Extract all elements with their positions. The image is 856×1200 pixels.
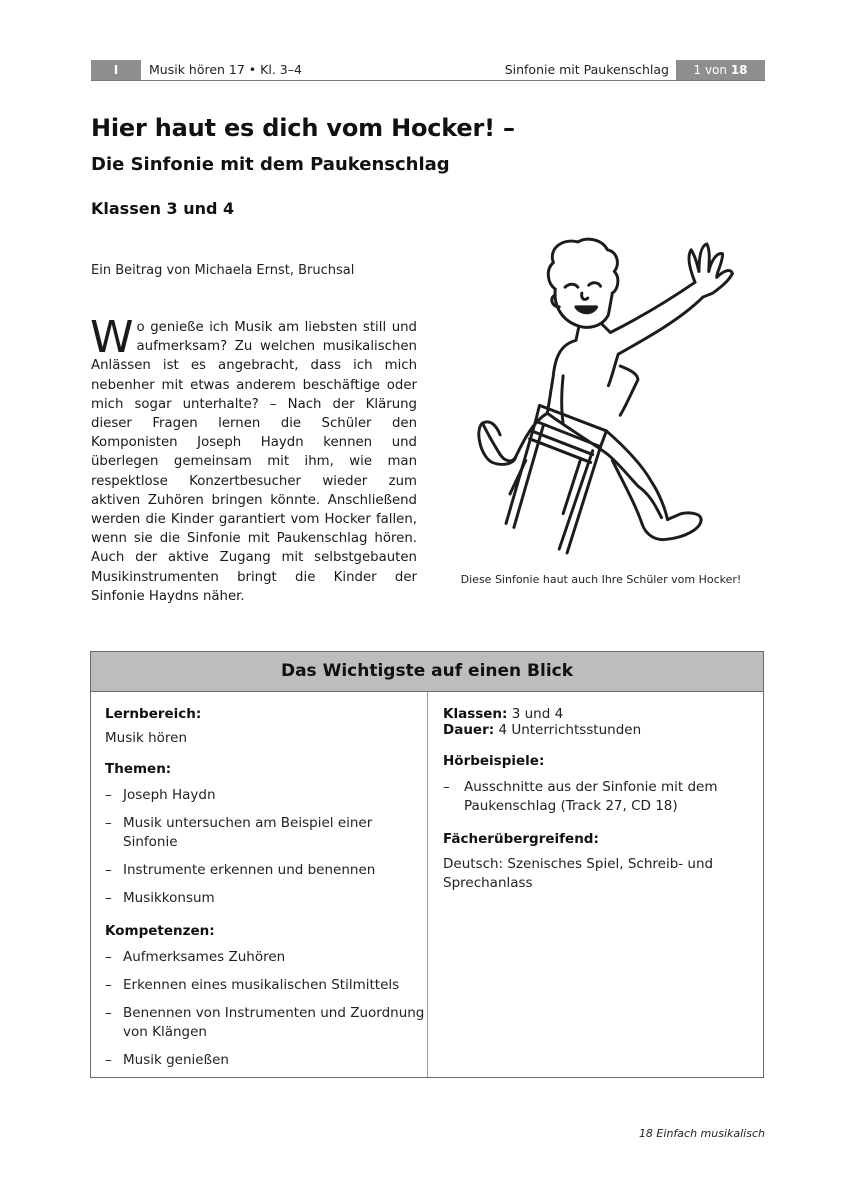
dauer-label: Dauer: [443, 722, 495, 738]
author-byline: Ein Beitrag von Michaela Ernst, Bruchsal [91, 263, 355, 278]
list-item: – Musik untersuchen am Beispiel einer Sinfonie [105, 814, 427, 852]
dauer-value: 4 Unterrichtsstunden [498, 722, 642, 738]
dauer-row [443, 722, 763, 738]
list-item: – Instrumente erkennen und benennen [105, 861, 427, 880]
mouth [576, 307, 597, 313]
topic-label: Sinfonie mit Paukenschlag [504, 62, 669, 77]
list-item: – Ausschnitte aus der Sinfonie mit dem Paukenschlag (Track 27, CD 18) [443, 778, 763, 816]
waving-hand [689, 244, 732, 297]
list-item: – Musikkonsum [105, 889, 427, 908]
list-item: – Musik genießen [105, 1051, 427, 1070]
list-item: – Benennen von Instrumenten und Zuordnung von Klängen [105, 1004, 427, 1042]
list-item: – Aufmerksames Zuhören [105, 948, 427, 967]
page-indicator [676, 60, 765, 80]
boy-tipping-chair-drawing-icon [445, 228, 760, 563]
overview-heading: Das Wichtigste auf einen Blick [91, 652, 763, 692]
klassen-label: Klassen: [443, 706, 508, 722]
hair [552, 239, 618, 293]
eye-right [589, 283, 601, 286]
themen-label: Themen: [105, 761, 172, 777]
overview-right-column [428, 692, 763, 1077]
raised-arm [610, 282, 695, 332]
illustration-caption: Diese Sinfonie haut auch Ihre Schüler vom Hocker! [460, 573, 742, 586]
shoe-right [642, 513, 701, 540]
section-marker: I [91, 60, 141, 80]
series-label: Musik hören 17 • Kl. 3–4 [149, 62, 302, 77]
lernbereich-label: Lernbereich: [105, 706, 202, 722]
page-of: von [704, 63, 727, 77]
page-current: 1 [693, 63, 702, 77]
leg-right [606, 431, 667, 520]
page-total: 18 [730, 63, 748, 77]
page-footer: 18 Einfach musikalisch [638, 1127, 765, 1140]
lernbereich-value: Musik hören [105, 730, 188, 746]
hoerbeispiele-label: Hörbeispiele: [443, 753, 545, 769]
faecher-value: Deutsch: Szenisches Spiel, Schreib- und Sprechanlass [443, 856, 714, 891]
kompetenzen-label: Kompetenzen: [105, 923, 215, 939]
hoerbeispiele-list [443, 778, 763, 816]
list-item: – Erkennen eines musikalischen Stilmittels [105, 976, 427, 995]
running-header [91, 60, 765, 81]
grade-level: Klassen 3 und 4 [91, 199, 235, 218]
page-title: Hier haut es dich vom Hocker! – [91, 114, 515, 142]
intro-paragraph [90, 312, 417, 606]
klassen-value: 3 und 4 [511, 706, 564, 722]
themen-list [105, 786, 427, 908]
page-subtitle: Die Sinfonie mit dem Paukenschlag [91, 154, 450, 175]
list-item: – Joseph Haydn [105, 786, 427, 805]
eye-left [565, 284, 578, 287]
faecher-label: Fächerübergreifend: [443, 831, 599, 847]
kompetenzen-list [105, 948, 427, 1070]
intro-text: o genieße ich Musik am liebsten still und aufmerksam? Zu welchen musikalischen Anlässen ist es angebracht, dass ich mich nebenher mit etwas anderem beschäftige oder mich sogar unterhalte? – Nach der Klärung dieser Fragen lernen die Schüler den Komponisten Joseph Haydn kennen und überlegen gemeinsam mit ihm, wie man respektlose Konzertbesucher wieder zum aktiven Zuhören bringen könnte. Anschließend werden die Kinder garantiert vom Hocker fallen, wenn sie die Sinfonie mit Paukenschlag hören. Auch der aktive Zugang mit selbstgebauten Musikinstrumenten bringt die Kinder der Sinfonie Haydns näher. [91, 320, 417, 604]
drop-cap: W [90, 312, 134, 363]
overview-box [90, 651, 764, 1078]
klassen-row [443, 706, 763, 722]
overview-left-column [91, 692, 428, 1077]
